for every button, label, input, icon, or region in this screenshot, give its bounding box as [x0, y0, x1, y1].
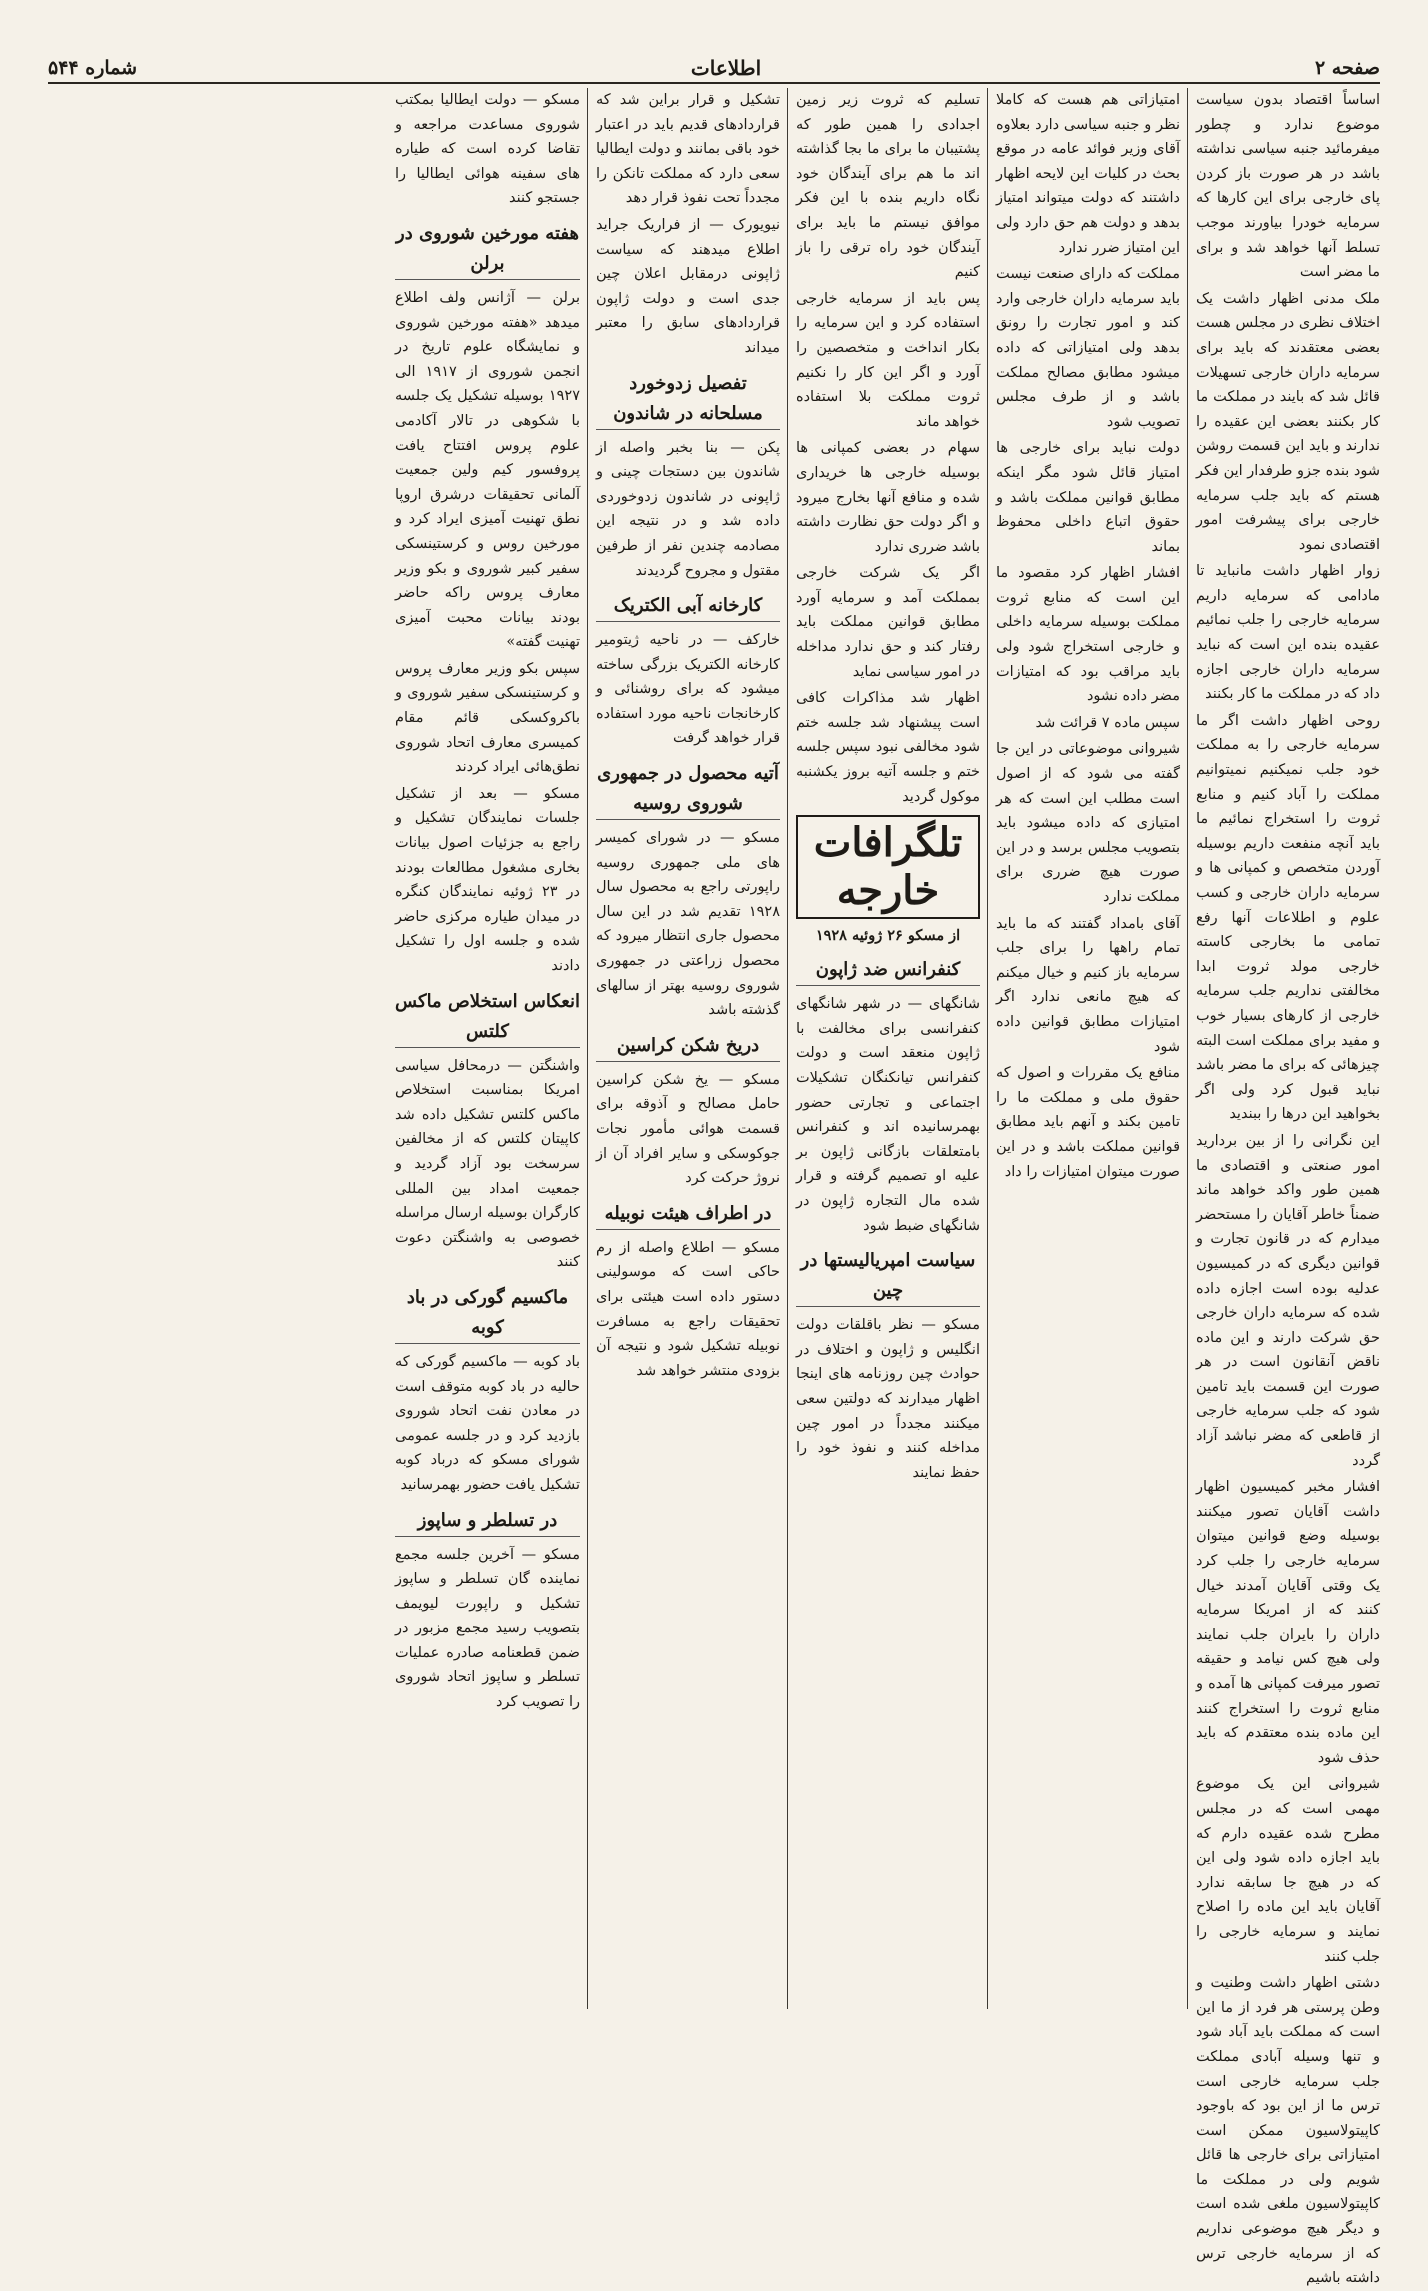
headline: کنفرانس ضد ژاپون — [796, 955, 980, 986]
paragraph: مسکو — یخ شکن کراسین حامل مصالح و آذوقه برای قسمت هوائی مأمور نجات جوکوسکی و سایر افراد آن از نروژ حرکت کرد — [596, 1071, 780, 1187]
headline: دریخ شکن کراسین — [596, 1031, 780, 1062]
paragraph: خارکف — در ناحیه ژیتومیر کارخانه الکتریک بزرگی ساخته میشود که برای روشنائی و کارخانجات ناحیه مورد استفاده قرار خواهد گرفت — [596, 632, 780, 747]
paragraph: ملک مدنی اظهار داشت یک اختلاف نظری در مجلس هست بعضی معتقدند که باید برای سرمایه داران خارجی تسهیلات قائل شد که بایند در مملکت ما کار بکنند بعضی این عقیده را ندارند و باید این قسمت روشن شود بنده جزو طرفدار این فکر هستم که باید جلب سرمایه خارجی برای پیشرفت امور اقتصادی نمود — [1196, 290, 1380, 553]
paragraph: اساساً اقتصاد بدون سیاست موضوع ندارد و چطور میفرمائید جنبه سیاسی نداشته باشد در هر صورت باز کردن پای خارجی برای این کارها که سرمایه خودرا بیاورند موجب تسلط آنها خواهد شد و برای ما مضر است — [1196, 92, 1380, 281]
newspaper-title: اطلاعات — [690, 56, 762, 80]
paragraph: سپس ماده ۷ قرائت شد — [1035, 714, 1180, 731]
paragraph: تشکیل و قرار براین شد که قراردادهای قدیم باید در اعتبار خود باقی بمانند و دولت ایطالیا سعی دارد که مملکت تانکن را مجدداً تحت نفوذ قرار دهد — [596, 92, 780, 207]
paragraph: شیروانی این یک موضوع مهمی است که در مجلس مطرح شده عقیده دارم که باید اجازه داده شود ولی این که در هیچ جا سابقه ندارد آقایان باید این ماده را اصلاح نمایند و سرمایه خارجی را جلب کنند — [1196, 1776, 1380, 1965]
column-divider — [587, 88, 588, 2009]
paragraph: افشار مخبر کمیسیون اظهار داشت آقایان تصور میکنند بوسیله وضع قوانین میتوان سرمایه خارجی را جلب کرد یک وقتی آقایان آمدند خیال کنند که از امریکا سرمایه داران را بایران جلب نمایند ولی هیچ کس نیامد و حقیقه تصور میرفت کمپانی ها آمده و منابع ثروت را استخراج کنند این ماده بنده معتقدم که باید حذف شود — [1196, 1479, 1380, 1766]
column-1 — [1196, 88, 1380, 2287]
paragraph: دشتی اظهار داشت وطنیت و وطن پرستی هر فرد از ما این است که مملکت باید آباد شود و تنها وسیله آبادی مملکت جلب سرمایه خارجی است ترس ما از این بود که باوجود کاپیتولاسیون ممکن است امتیازاتی برای خارجی ها قائل شویم ولی در مملکت ما کاپیتولاسیون ملغی شده است و دیگر هیچ موضوعی نداریم که از سرمایه خارجی ترس داشته باشیم — [1196, 1975, 1380, 2287]
column-divider — [787, 88, 788, 2009]
paragraph: منافع یک مقررات و اصول که حقوق ملی و مملکت ما را تامین بکند و آنهم باید مطابق قوانین مملکت باشد و در این صورت میتوان امتیازات را داد — [996, 1065, 1180, 1180]
column-3 — [796, 88, 980, 2009]
headline: تفصیل زدوخورد مسلحانه در شاندون — [596, 369, 780, 430]
paragraph: مسکو — آخرین جلسه مجمع نماینده گان تسلطر و ساپوز تشکیل و راپورت لیویمف بتصویب رسید مجمع مزبور در ضمن قطعنامه صادره عملیات تسلطر و ساپوز اتحاد شوروی را تصویب کرد — [395, 1546, 580, 1711]
paragraph: مسکو — نظر باقلقات دولت انگلیس و ژاپون و اختلاف در حوادث چین روزنامه های اینجا اظهار میدارند که دولتین سعی میکنند مجدداً در امور چین مداخله کنند و نفوذ خود را حفظ نمایند — [796, 1317, 980, 1481]
paragraph: روحی اظهار داشت اگر ما سرمایه خارجی را به مملکت خود جلب نمیکنیم نمیتوانیم مملکت را آباد کنیم و منابع ثروت را استخراج نمائیم ما باید آنچه منفعت داریم بوسیله آوردن متخصص و کمپانی ها و سرمایه داران خارجی و کسب علوم و اطلاعات آنها رفع تمامی ما بخارجی کاسته خارجی مولد ثروت ابدا مخالفتی نداریم جلب سرمایه خارجی از کارهای بسیار خوب و مفید برای مملکت است البته چیزهائی که برای ما مضر باشد نباید قبول کرد ولی اگر بخواهید این درها را ببندید — [1196, 712, 1380, 1123]
page-number: صفحه ۲ — [1314, 57, 1380, 79]
paragraph: مسکو — دولت ایطالیا بمکتب شوروی مساعدت مراجعه و تقاضا کرده است که طیاره های سفینه هوائی ایطالیا را جستجو کنند — [395, 92, 580, 207]
headline: در تسلطر و ساپوز — [395, 1506, 580, 1537]
paragraph: مسکو — اطلاع واصله از رم حاکی است که موسولینی دستور داده است هیئتی برای تحقیقات راجع به مسافرت نوبیله تشکیل شود و نتیجه آن بزودی منتشر خواهد شد — [596, 1239, 780, 1379]
headline: ماکسیم گورکی در باد کوبه — [395, 1283, 580, 1344]
headline: انعکاس استخلاص ماکس کلتس — [395, 987, 580, 1048]
paragraph: باد کوبه — ماکسیم گورکی که حالیه در باد کوبه متوقف است در معادن نفت اتحاد شوروی بازدید کرد و در جلسه عمومی شورای مسکو که درباد کوبه تشکیل یافت حضور بهمرسانید — [395, 1353, 580, 1493]
paragraph: پکن — بنا بخبر واصله از شاندون بین دستجات چینی و ژاپونی در شاندون زدوخوردی داده شد و در نتیجه این مصادمه چندین نفر از طرفین مقتول و مجروح گردیدند — [596, 439, 780, 579]
paragraph: مملکت که دارای صنعت نیست باید سرمایه داران خارجی وارد کند و امور تجارت را رونق بدهد ولی امتیازاتی که داده میشود مطابق مصالح مملکت باشد و از طرف مجلس تصویب شود — [996, 266, 1180, 430]
paragraph: برلن — آژانس ولف اطلاع میدهد «هفته مورخین شوروی و نمایشگاه علوم تاریخ در انجمن شوروی از ۱۹۱۷ الی ۱۹۲۷ بوسیله تشکیل یک جلسه با شکوهی در تالار آکادمی علوم پروس افتتاح یافت پروفسور کیم ولین جمعیت آلمانی تحقیقات درشرق اروپا نطق تهنیت آمیزی ایراد کرد و مورخین روس و کرستینسکی سفیر کبیر شوروی و بکو وزیر معارف پروس راکه حاضر بودند بیانات محبت آمیزی تهنیت گفته» — [395, 289, 580, 651]
paragraph: امتیازاتی هم هست که کاملا نظر و جنبه سیاسی دارد بعلاوه آقای وزیر فوائد عامه در موقع بحث در کلیات این لایحه اظهار داشتند که دولت میتواند امتیاز بدهد و دولت هم حق دارد ولی این امتیاز ضرر ندارد — [996, 92, 1180, 256]
paragraph: پس باید از سرمایه خارجی استفاده کرد و این سرمایه را بکار انداخت و متخصصین را آورد و اگر این کار را نکنیم ثروت مملکت بلا استفاده خواهد ماند — [796, 290, 980, 430]
column-divider — [987, 88, 988, 2009]
headline: هفته مورخین شوروی در برلن — [395, 219, 580, 280]
paragraph: اگر یک شرکت خارجی بمملکت آمد و سرمایه آورد مطابق قوانین مملکت باید رفتار کند و حق ندارد مداخله در امور سیاسی نماید — [796, 565, 980, 680]
column-divider — [1187, 88, 1188, 2009]
issue-number: شماره ۵۴۴ — [48, 57, 138, 79]
column-4 — [596, 88, 780, 2009]
headline: سیاست امپریالیستها در چین — [796, 1246, 980, 1307]
headline: در اطراف هیئت نوبیله — [596, 1199, 780, 1230]
paragraph: افشار اظهار کرد مقصود ما این است که منابع ثروت مملکت بوسیله سرمایه داخلی و خارجی استخراج شود ولی باید مراقب بود که امتیازات مضر داده نشود — [996, 565, 1180, 705]
paragraph: واشنگتن — درمحافل سیاسی امریکا بمناسبت استخلاص ماکس کلتس تشکیل داده شد کاپیتان کلتس که از مخالفین سرسخت بود آزاد گردید و جمعیت امداد بین المللی کارگران بوسیله ارسال مراسله خصوصی به واشنگتن دعوت کنند — [394, 1057, 580, 1271]
paragraph: سهام در بعضی کمپانی ها بوسیله خارجی ها خریداری شده و منافع آنها بخارج میرود و اگر دولت حق نظارت داشته باشد ضرری ندارد — [796, 440, 980, 555]
column-2 — [996, 88, 1180, 2009]
paragraph: مسکو — در شورای کمیسر های ملی جمهوری روسیه راپورتی راجع به محصول سال ۱۹۲۸ تقدیم شد در این سال محصول جاری انتظار میرود که محصول زراعتی در جمهوری شوروی روسیه بهتر از سالهای گذشته باشد — [596, 830, 780, 1019]
dateline: از مسکو ۲۶ ژوئیه ۱۹۲۸ — [815, 927, 961, 945]
column-5 — [395, 88, 580, 2009]
paragraph: شانگهای — در شهر شانگهای کنفرانسی برای مخالفت با ژاپون منعقد است و دولت کنفرانس تیانکنگان تشکیلات اجتماعی و تجارتی حضور بهمرسانیده اند و کنفرانس بامتعلقات بازگانی ژاپون بر علیه او تصمیم گرفته و قرار شده مال التجاره ژاپون در شانگهای ضبط شود — [796, 996, 980, 1234]
paragraph: این نگرانی را از بین بردارید امور صنعتی و اقتصادی ما همین طور واکد خواهد ماند ضمناً خاطر آقایان را مستحضر میدارم که در قانون تجارت و قوانین دیگری که در کمیسیون عدلیه بوده است اجازه داده شده که سرمایه داران خارجی حق شرکت دارند و این ماده ناقض آنقانون است در هر صورت این قسمت باید تامین شود که جلب سرمایه خارجی از قاطعی که مضر نباشد آزاد گردد — [1196, 1132, 1380, 1469]
article-columns — [48, 88, 1380, 2287]
foreign-telegrams-banner: تلگرافات خارجه — [796, 815, 980, 919]
paragraph: تسلیم که ثروت زیر زمین اجدادی را همین طور که پشتیبان ما برای ما بجا گذاشته اند ما هم برای آیندگان خود نگاه داریم بنده با این فکر موافق نیستم ما باید برای آیندگان خود راه ترقی را باز کنیم — [796, 92, 980, 281]
paragraph: شیروانی موضوعاتی در این جا گفته می شود که از اصول است مطلب این است که هر امتیازی که داده میشود باید بتصویب مجلس برسد و در این صورت هیچ ضرری برای مملکت ندارد — [996, 741, 1180, 905]
paragraph: نیویورک — از فراریک جراید اطلاع میدهند که سیاست ژاپونی درمقابل اعلان چین جدی است و دولت ژاپون قراردادهای سابق را معتبر میداند — [596, 216, 780, 356]
paragraph: آقای بامداد گفتند که ما باید تمام راهها را برای جلب سرمایه باز کنیم و خیال میکنم که هیچ مانعی ندارد اگر امتیازات مطابق قوانین داده شود — [996, 915, 1180, 1055]
paragraph: اظهار شد مذاکرات کافی است پیشنهاد شد جلسه ختم شود مخالفی نبود سپس جلسه ختم و جلسه آتیه بروز یکشنبه موکول گردید — [796, 690, 980, 805]
paragraph: زوار اظهار داشت مانباید تا مادامی که سرمایه داریم سرمایه خارجی را جلب نمائیم عقیده بنده این است که نباید سرمایه داران خارجی اجازه داد که در مملکت ما کار بکنند — [1196, 563, 1380, 703]
headline: آتیه محصول در جمهوری شوروی روسیه — [596, 759, 780, 820]
headline: کارخانه آبی الکتریک — [596, 591, 780, 622]
paragraph: سپس بکو وزیر معارف پروس و کرستینسکی سفیر شوروی و باکروکسکی قائم مقام کمیسری معارف اتحاد شوروی نطق‌هائی ایراد کردند — [395, 660, 580, 776]
page-header — [48, 54, 1380, 84]
paragraph: دولت نباید برای خارجی ها امتیاز قائل شود مگر اینکه مطابق قوانین مملکت باشد و حقوق اتباع داخلی محفوظ بماند — [996, 440, 1180, 555]
paragraph: مسکو — بعد از تشکیل جلسات نمایندگان تشکیل و راجع به جزئیات اصول بیانات بخاری مشغول مطالعات بودند در ۲۳ ژوئیه نمایندگان کنگره در میدان طیاره مرکزی حاضر شده و جلسه اول را تشکیل دادند — [395, 785, 580, 974]
